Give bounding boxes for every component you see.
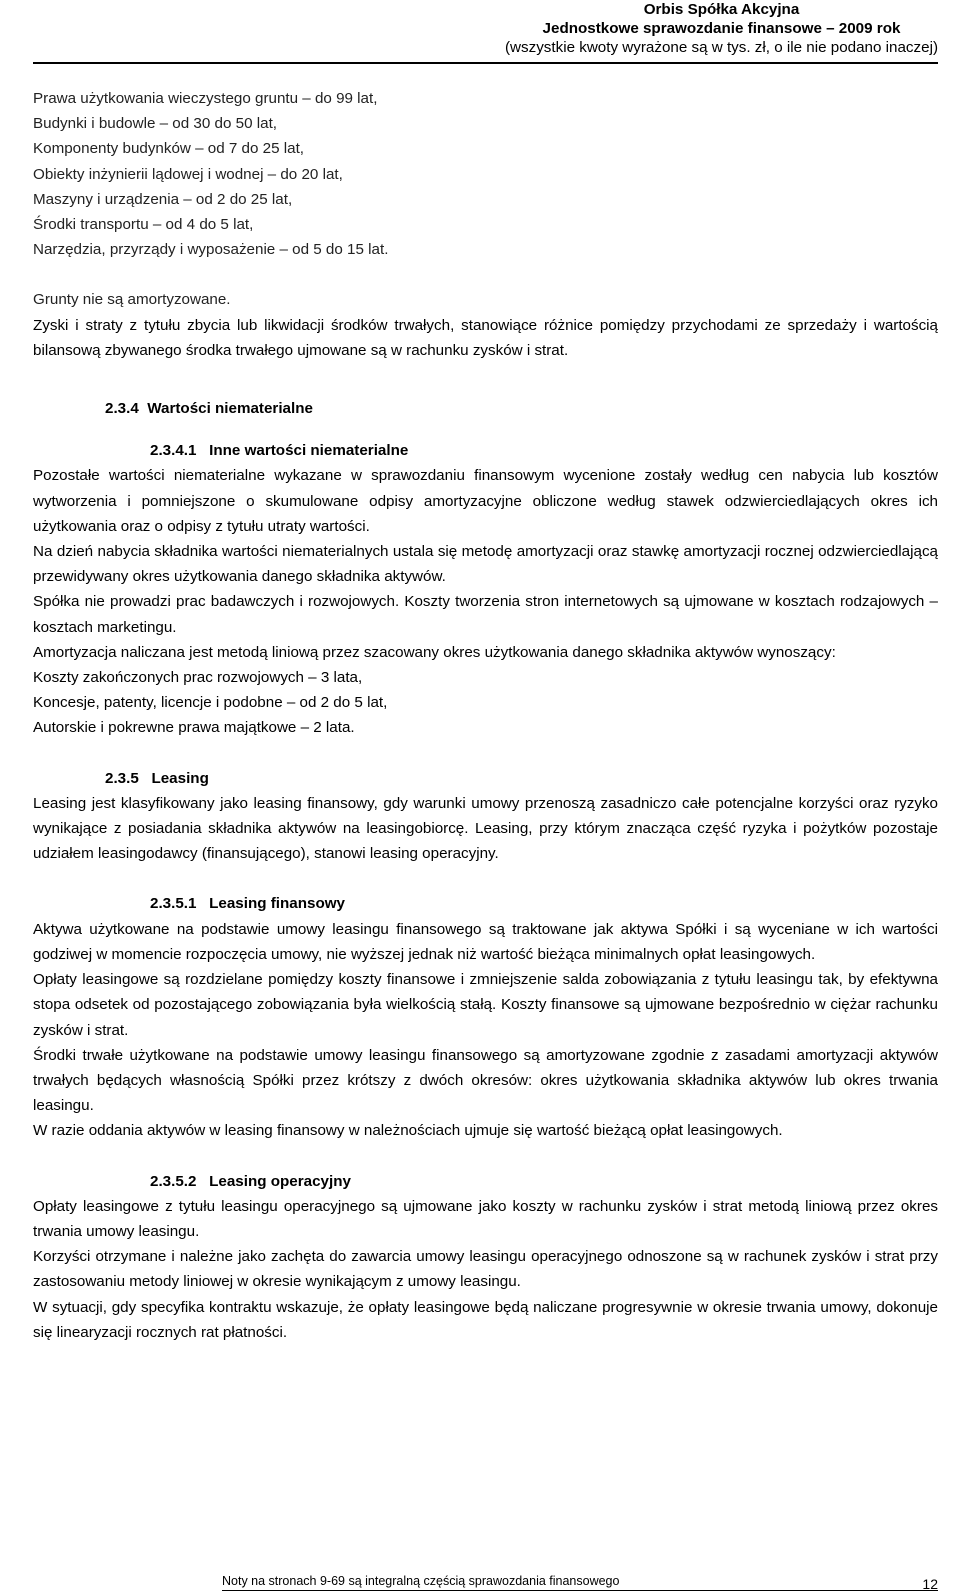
section-heading-2-3-5-1 [33,891,938,916]
paragraph: Opłaty leasingowe są rozdzielane pomiędzy koszty finansowe i zmniejszenie salda zobowiązania z tytułu leasingu tak, by efektywna stopa odsetek od pozostającego zobowiązania była wielkością stałą. Koszty finansowe są ujmowane bezpośrednio w ciężar rachunku zysków i strat. [33,971,938,1039]
list-item: Budynki i budowle – od 30 do 50 lat, [33,115,278,133]
land-note: Grunty nie są amortyzowane. [33,291,231,309]
paragraph: W razie oddania aktywów w leasing finansowy w należnościach ujmuje się wartość bieżącą opłat leasingowych. [33,1122,783,1140]
report-title: Jednostkowe sprawozdanie finansowe – 2009 rok [542,20,901,37]
paragraph: Środki trwałe użytkowane na podstawie umowy leasingu finansowego są amortyzowane zgodnie z zasadami amortyzacji aktywów trwałych będących własnością Spółki przez krótszy z dwóch okresów: okres użytkowania składnika aktywów lub okres trwania leasingu. [33,1046,938,1115]
paragraph: Opłaty leasingowe z tytułu leasingu operacyjnego są ujmowane jako koszty w rachunku zysków i strat metodą liniową przez okres trwania umowy leasingu. [33,1197,938,1240]
section-title: Inne wartości niematerialne [209,442,409,460]
depreciation-list [33,86,938,262]
section-number: 2.3.5 [105,769,139,787]
footer-note: Noty na stronach 9-69 są integralną częścią sprawozdania finansowego [222,1574,620,1588]
paragraph: Leasing jest klasyfikowany jako leasing finansowy, gdy warunki umowy przenoszą zasadniczo całe potencjalne korzyści oraz ryzyko wynikające z posiadania składnika aktywów na leasingobiorcę. Leasing, przy którym znacząca część ryzyka i pożytków pozostaje udziałem leasingodawcy (finansującego), stanowi leasing operacyjny. [33,794,938,863]
list-item: Koszty zakończonych prac rozwojowych – 3 lata, [33,669,363,687]
paragraph: Korzyści otrzymane i należne jako zachęta do zawarcia umowy leasingu operacyjnego odnoszone są w rachunek zysków i strat przy zastosowaniu metody liniowej w okresie wynikającym z umowy leasingu. [33,1248,938,1291]
section-number: 2.3.4 [105,400,139,418]
paragraph: Na dzień nabycia składnika wartości niematerialnych ustala się metodę amortyzacji oraz stawkę amortyzacji rocznej odzwierciedlającą przewidywany okres użytkowania danego składnika aktywów. [33,543,938,586]
paragraph: Amortyzacja naliczana jest metodą liniową przez szacowany okres użytkowania danego składnika aktywów wynoszący: [33,643,836,661]
list-item: Koncesje, patenty, licencje i podobne – od 2 do 5 lat, [33,694,388,712]
list-item: Obiekty inżynierii lądowej i wodnej – do 20 lat, [33,165,343,183]
page-content [33,86,938,1345]
list-item: Narzędzia, przyrządy i wyposażenie – od 5 do 15 lat. [33,241,389,259]
company-name: Orbis Spółka Akcyjna [643,1,800,18]
page-header [505,0,938,57]
section-number: 2.3.4.1 [150,442,197,460]
header-divider [33,62,938,64]
section-heading-2-3-4-1 [33,438,938,463]
section-title: Leasing operacyjny [209,1172,351,1190]
section-heading-2-3-5 [33,766,938,791]
section-number: 2.3.5.1 [150,895,197,913]
page-number: 12 [922,1576,938,1592]
list-item: Środki transportu – od 4 do 5 lat, [33,216,254,234]
paragraph: W sytuacji, gdy specyfika kontraktu wskazuje, że opłaty leasingowe będą naliczane progresywnie w okresie trwania umowy, dokonuje się linearyzacji rocznych rat płatności. [33,1298,938,1341]
list-item: Maszyny i urządzenia – od 2 do 25 lat, [33,190,293,208]
section-number: 2.3.5.2 [150,1172,197,1190]
section-title: Leasing finansowy [209,895,345,913]
paragraph: Pozostałe wartości niematerialne wykazane w sprawozdaniu finansowym wycenione zostały według cen nabycia lub kosztów wytworzenia i pomniejszone o skumulowane odpisy amortyzacyjne obliczone według stawek odzwierciedlających okres ich użytkowania oraz o odpisy z tytułu utraty wartości. [33,467,938,535]
section-heading-2-3-4 [33,396,938,421]
list-item: Prawa użytkowania wieczystego gruntu – do 99 lat, [33,90,378,107]
currency-note: (wszystkie kwoty wyrażone są w tys. zł, o ile nie podano inaczej) [504,39,938,56]
paragraph: Aktywa użytkowane na podstawie umowy leasingu finansowego są traktowane jak aktywa Spółki i są wyceniane w ich wartości godziwej w momencie rozpoczęcia umowy, nie wyższej jednak niż wartość bieżąca minimalnych opłat leasingowych. [33,920,938,963]
list-item: Autorskie i pokrewne prawa majątkowe – 2 lata. [33,719,355,737]
footer-divider [222,1590,938,1591]
paragraph: Spółka nie prowadzi prac badawczych i rozwojowych. Koszty tworzenia stron internetowych są ujmowane w kosztach rodzajowych – kosztach marketingu. [33,593,938,636]
section-heading-2-3-5-2 [33,1169,938,1194]
section-title: Wartości niematerialne [147,400,313,418]
section-title: Leasing [151,769,209,787]
list-item: Komponenty budynków – od 7 do 25 lat, [33,140,305,158]
disposal-note: Zyski i straty z tytułu zbycia lub likwidacji środków trwałych, stanowiące różnice pomiędzy przychodami ze sprzedaży i wartością bilansową zbywanego środka trwałego ujmowane są w rachunku zysków i strat. [33,316,938,359]
